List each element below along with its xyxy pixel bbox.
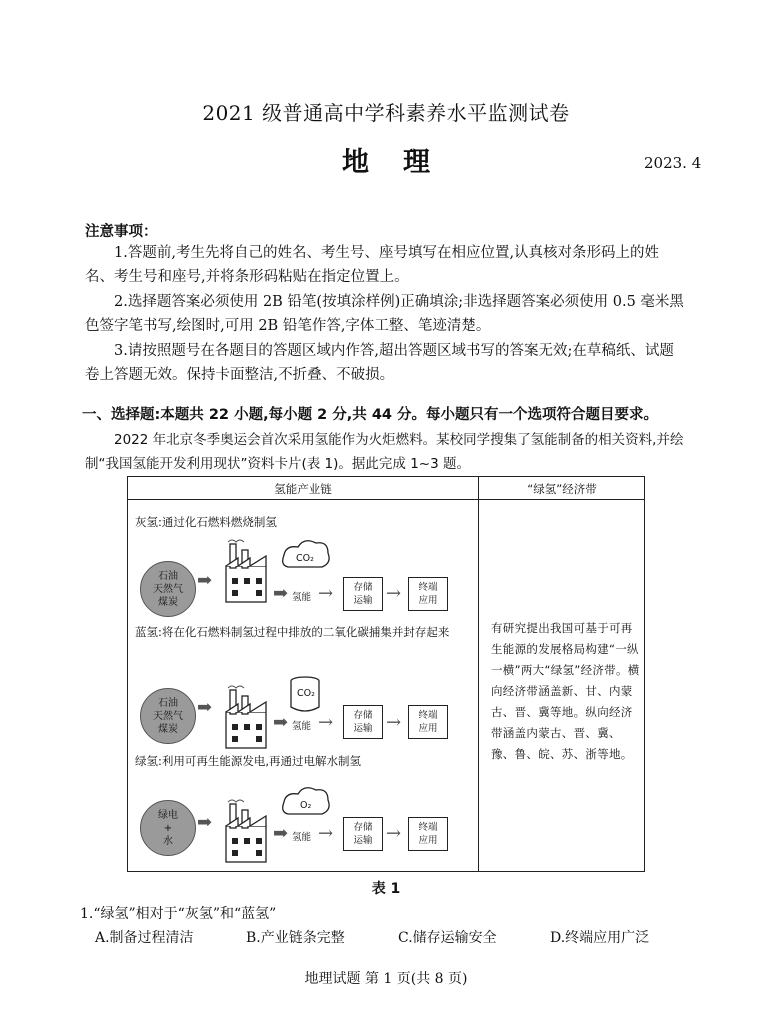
green-hydrogen-label: 绿氢:利用可再生能源发电,再通过电解水制氢	[135, 754, 362, 768]
table-header-hydrogen-chain: 氢能产业链	[274, 482, 332, 496]
question-1-option-b: B.产业链条完整	[246, 930, 345, 946]
green-power-water-circle: 绿电 + 水	[140, 800, 196, 856]
arrow-icon: →	[386, 823, 402, 844]
notice-item-1: 1.答题前,考生先将自己的姓名、考生号、座号填写在相应位置,认真核对条形码上的姓名、考生号和座号,并将条形码粘贴在指定位置上。	[85, 245, 660, 285]
emission-gas-label: O₂	[300, 800, 312, 811]
storage-transport-box: 存储 运输	[343, 577, 383, 611]
storage-transport-box: 存储 运输	[343, 705, 383, 739]
end-use-box: 终端 应用	[408, 577, 448, 611]
arrow-icon: →	[386, 583, 402, 604]
question-1-option-c: C.储存运输安全	[398, 930, 497, 946]
arrow-icon: →	[318, 712, 334, 733]
table-divider-vertical	[478, 476, 479, 872]
blue-hydrogen-label: 蓝氢:将在化石燃料制氢过程中排放的二氧化碳捕集并封存起来	[135, 625, 450, 639]
exam-date: 2023. 4	[644, 154, 702, 172]
arrow-icon: →	[318, 823, 334, 844]
factory-icon	[222, 794, 272, 864]
hydrogen-energy-label: 氢能	[292, 832, 312, 843]
arrow-icon: ➡	[273, 823, 289, 844]
arrow-icon: ➡	[197, 570, 213, 591]
section-intro: 2022 年北京冬季奥运会首次采用氢能作为火炬燃料。某校同学搜集了氢能制备的相关资料,并绘制“我国氢能开发利用现状”资料卡片(表 1)。据此完成 1~3 题。	[85, 432, 684, 472]
arrow-icon: →	[318, 583, 334, 604]
notice-item-2: 2.选择题答案必须使用 2B 铅笔(按填涂样例)正确填涂;非选择题答案必须使用 0.5 毫米黑色签字笔书写,绘图时,可用 2B 铅笔作答,字体工整、笔迹清楚。	[85, 294, 684, 334]
fossil-fuel-source-circle: 石油 天然气 煤炭	[140, 688, 196, 744]
subject-title: 地理	[342, 147, 464, 178]
notice-item-3: 3.请按照题号在各题目的答题区域内作答,超出答题区域书写的答案无效;在草稿纸、试题卷上答题无效。保持卡面整洁,不折叠、不破损。	[85, 343, 674, 383]
emission-gas-label: CO₂	[296, 553, 314, 564]
exam-title: 2021 级普通高中学科素养水平监测试卷	[202, 101, 570, 125]
factory-icon	[222, 534, 272, 604]
gray-hydrogen-label: 灰氢:通过化石燃料燃烧制氢	[135, 515, 277, 529]
storage-transport-box: 存储 运输	[343, 817, 383, 851]
arrow-icon: →	[386, 712, 402, 733]
arrow-icon: ➡	[273, 583, 289, 604]
hydrogen-energy-label: 氢能	[292, 721, 312, 732]
question-1-option-a: A.制备过程清洁	[95, 930, 194, 946]
hydrogen-energy-label: 氢能	[292, 592, 312, 603]
arrow-icon: ➡	[273, 712, 289, 733]
emission-gas-label: CO₂	[297, 688, 315, 699]
end-use-box: 终端 应用	[408, 817, 448, 851]
arrow-icon: ➡	[197, 812, 213, 833]
fossil-fuel-source-circle: 石油 天然气 煤炭	[140, 561, 196, 617]
notice-heading: 注意事项：	[85, 224, 158, 240]
arrow-icon: ➡	[197, 697, 213, 718]
page-footer: 地理试题 第 1 页(共 8 页)	[304, 971, 468, 987]
section-heading: 一、选择题:本题共 22 小题,每小题 2 分,共 44 分。每小题只有一个选项符合题目要求。	[82, 407, 659, 423]
factory-icon	[222, 680, 272, 750]
green-hydrogen-belt-note: 有研究提出我国可基于可再生能源的发展格局构建“一纵一横”两大“绿氢”经济带。横向经济带涵盖新、甘、内蒙古、晋、冀等地。纵向经济带涵盖内蒙古、晋、冀、豫、鲁、皖、苏、浙等地。	[491, 621, 640, 761]
end-use-box: 终端 应用	[408, 705, 448, 739]
table-header-green-belt: “绿氢”经济带	[527, 482, 597, 496]
question-1-option-d: D.终端应用广泛	[550, 930, 650, 946]
table-divider-horizontal	[127, 499, 645, 500]
question-1-stem: 1.“绿氢”相对于“灰氢”和“蓝氢”	[80, 906, 277, 922]
table-caption: 表 1	[371, 881, 401, 897]
